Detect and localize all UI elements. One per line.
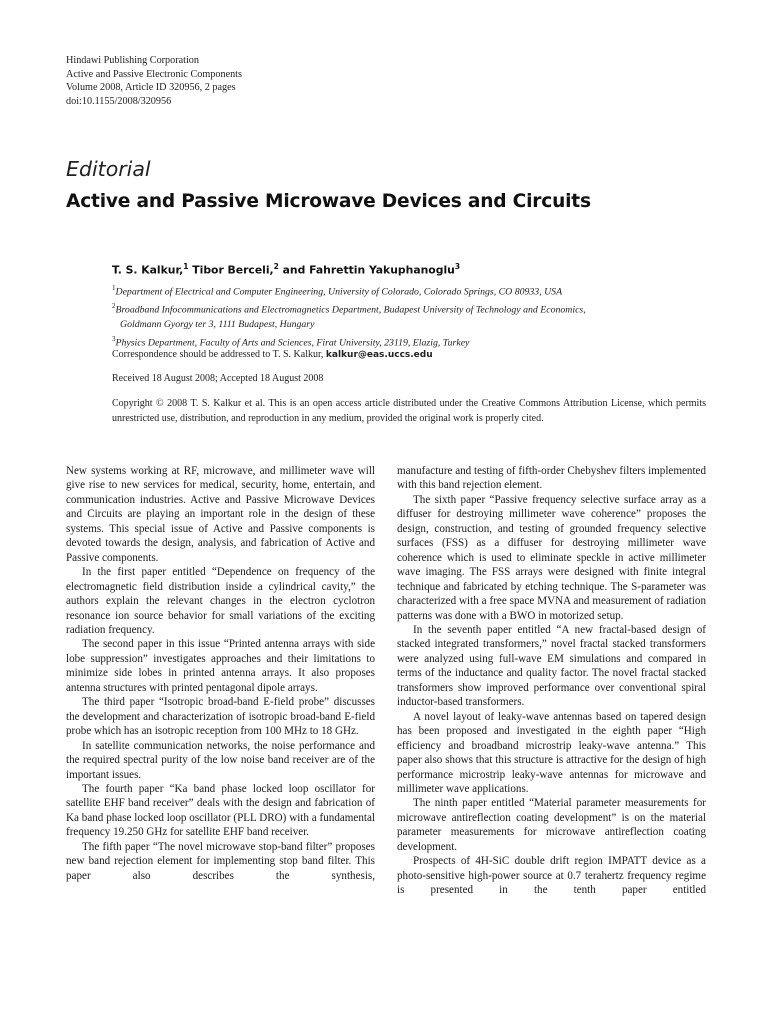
- author-affil-mark: 3: [454, 262, 461, 271]
- body-column-left: [66, 464, 375, 883]
- body-column-right: [397, 464, 706, 898]
- author-name: Tibor Berceli,: [188, 263, 274, 277]
- article-type: Editorial: [66, 157, 151, 181]
- received-accepted-dates: Received 18 August 2008; Accepted 18 August 2008: [112, 373, 324, 384]
- body-paragraph: The fifth paper “The novel microwave stop-band filter” proposes new band rejection element for implementing stop band filter. This paper also describes the synthesis,: [66, 840, 375, 882]
- copyright-notice: Copyright © 2008 T. S. Kalkur et al. This is an open access article distributed under the Creative Commons Attribution License, which permits unrestricted use, distribution, and reproduction in any medium, provided the original work is properly cited.: [112, 398, 706, 424]
- article-title: Active and Passive Microwave Devices and Circuits: [66, 191, 591, 212]
- author-affil-mark: 2: [273, 262, 279, 271]
- journal-header: [66, 54, 242, 108]
- affiliation-1: $^1$Department of Electrical and Computer Engineering, University of Colorado, Colorado Springs, CO 80933, USA: [112, 284, 563, 298]
- journal-name: Active and Passive Electronic Components: [66, 68, 242, 80]
- affiliation-2: $^2$Broadband Infocommunications and Electromagnetics Department, Budapest University of Technology and Economics,: [112, 302, 586, 316]
- author-name: T. S. Kalkur,: [112, 263, 184, 277]
- body-paragraph: In the seventh paper entitled “A new fractal-based design of stacked integrated transformers,” novel fractal stacked transformers were analyzed using full-wave EM simulations and compared in terms of the inductance and quality factor. The novel fractal stacked transformers show improved performance over conventional spiral inductor-based transformers.: [397, 623, 706, 709]
- body-paragraph: In satellite communication networks, the noise performance and the required spectral purity of the low noise band receiver are of the important issues.: [66, 739, 375, 781]
- body-paragraph: The third paper “Isotropic broad-band E-field probe” discusses the development and characterization of isotropic broad-band E-field probe which has an isotropic reception from 100 MHz to 18 GHz.: [66, 696, 375, 738]
- publisher: Hindawi Publishing Corporation: [66, 55, 199, 66]
- body-paragraph: New systems working at RF, microwave, and millimeter wave will give rise to new services for medical, security, home, entertain, and communication industries. Active and Passive Microwave Devices and Circuits are playing an important role in the design of these systems. This special issue of Active and Passive components is devoted towards the design, analysis, and fabrication of Active and Passive components.: [66, 465, 375, 564]
- body-paragraph: The second paper in this issue “Printed antenna arrays with side lobe suppression” investigates approaches and their limitations to minimize side lobes in printed antenna arrays. It also proposes antenna structures with printed pentagonal dipole arrays.: [66, 638, 375, 694]
- affiliation-3: $^3$Physics Department, Faculty of Arts and Sciences, Firat University, 23119, Elazig, Turkey: [112, 335, 470, 349]
- affiliation-2-cont: Goldmann Gyorgy ter 3, 1111 Budapest, Hungary: [120, 318, 315, 330]
- body-paragraph: Prospects of 4H-SiC double drift region IMPATT device as a photo-sensitive high-power source at 0.7 terahertz frequency regime is presented in the tenth paper entitled: [397, 855, 706, 897]
- affiliations: [112, 281, 712, 351]
- doi: doi:10.1155/2008/320956: [66, 95, 172, 107]
- body-paragraph: The ninth paper entitled “Material parameter measurements for microwave antireflection coating development” is on the material parameter measurements for microwave antireflection coating development.: [397, 797, 706, 853]
- body-paragraph: manufacture and testing of fifth-order Chebyshev filters implemented with this band rejection element.: [397, 465, 706, 492]
- author-affil-mark: 1: [183, 262, 189, 271]
- correspondence-email[interactable]: kalkur@eas.uccs.edu: [325, 350, 433, 360]
- author-name: and Fahrettin Yakuphanoglu: [278, 263, 455, 277]
- correspondence: Correspondence should be addressed to T. S. Kalkur, kalkur@eas.uccs.edu: [112, 349, 433, 360]
- volume-info: Volume 2008, Article ID 320956, 2 pages: [66, 82, 236, 93]
- body-paragraph: The sixth paper “Passive frequency selective surface array as a diffuser for destroying millimeter wave coherence” proposes the design, construction, and testing of grounded frequency selective surfaces (FSS) as a diffuser for destroying millimeter wave coherence which is used to eliminate speckle in active millimeter wave imaging. The FSS arrays were designed with finite integral technique and fabricated by etching technique. The S-parameter was characterized with a free space MVNA and measurement of radiation patterns was done with a BWO in motorized setup.: [397, 493, 706, 622]
- body-paragraph: In the first paper entitled “Dependence on frequency of the electromagnetic field distribution inside a cylindrical cavity,” the authors explain the relevant changes in the electron cyclotron resonance ion source behavior for small variations of the exciting radiation frequency.: [66, 566, 375, 636]
- body-paragraph: A novel layout of leaky-wave antennas based on tapered design has been proposed and investigated in the eighth paper “High efficiency and broadband microstrip leaky-wave antenna.” This paper also shows that this structure is attractive for the design of high performance microstrip leaky-wave antennas for microwave and millimeter wave applications.: [397, 710, 706, 795]
- body-paragraph: The fourth paper “Ka band phase locked loop oscillator for satellite EHF band receiver” deals with the design and fabrication of Ka band phase locked loop oscillator (PLL DRO) with a fundamental frequency 19.250 GHz for satellite EHF band receiver.: [66, 782, 375, 839]
- author-list: [112, 262, 460, 277]
